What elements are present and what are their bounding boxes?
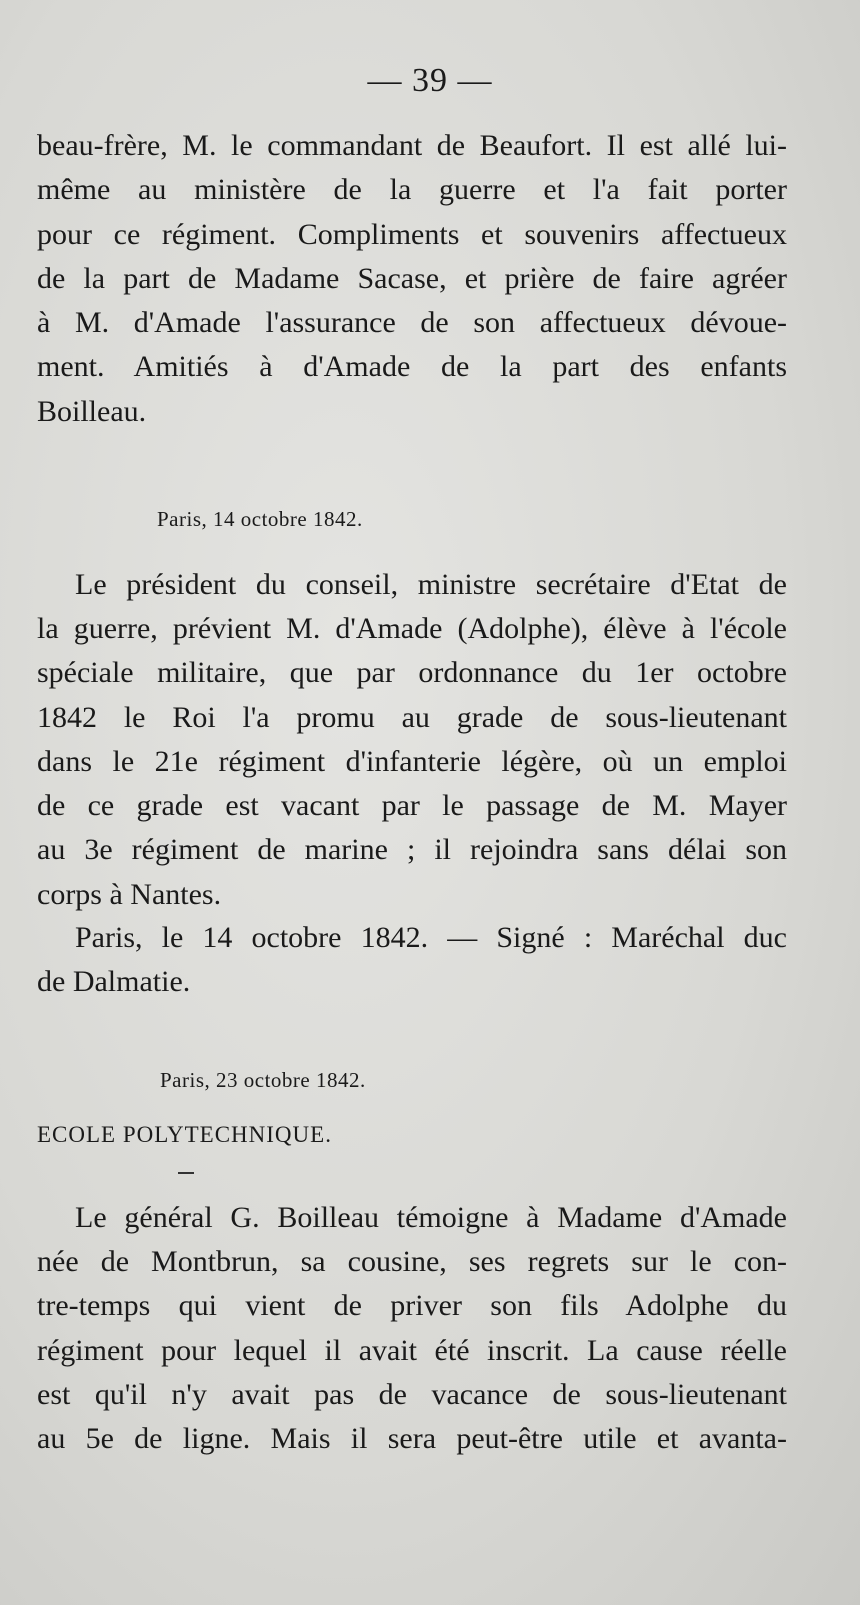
paragraph-promotion-notice [75, 563, 787, 607]
paragraph-general-letter [75, 1196, 787, 1240]
text-line: tre-temps qui vient de priver son fils Adolphe du [37, 1289, 787, 1323]
text-line: de Dalmatie. [37, 965, 191, 998]
text-line: même au ministère de la guerre et l'a fait porter [37, 173, 787, 207]
text-line: corps à Nantes. [37, 877, 222, 911]
text-line: la guerre, prévient M. d'Amade (Adolphe), élève à l'école [37, 612, 787, 645]
dateline: Paris, 23 octobre 1842. [160, 1068, 366, 1092]
text-line: à M. d'Amade l'assurance de son affectueux dévoue- [37, 306, 787, 340]
text-line: ment. Amitiés à d'Amade de la part des enfants [37, 350, 787, 384]
page-number: — 39 — [367, 62, 493, 99]
text-line: de la part de Madame Sacase, et prière de faire agréer [37, 261, 787, 295]
text-line: beau-frère, M. le commandant de Beaufort. Il est allé lui- [37, 129, 787, 162]
text-line: au 5e de ligne. Mais il sera peut-être utile et avanta- [37, 1422, 787, 1456]
paragraph-signature [75, 916, 787, 960]
paragraph-letter-continuation [37, 124, 787, 434]
text-line: Le général G. Boilleau témoigne à Madame d'Amade [75, 1201, 787, 1234]
text-line: spéciale militaire, que par ordonnance du 1er octobre [37, 656, 787, 690]
text-line: de ce grade est vacant par le passage de M. Mayer [37, 789, 787, 823]
text-line: Le président du conseil, ministre secrétaire d'Etat de [75, 568, 787, 601]
text-line: Boilleau. [37, 394, 147, 428]
text-line: régiment pour lequel il avait été inscrit. La cause réelle [37, 1333, 787, 1367]
separator-dash [178, 1172, 194, 1174]
section-title: ECOLE POLYTECHNIQUE. [37, 1122, 332, 1147]
text-line: pour ce régiment. Compliments et souvenirs affectueux [37, 217, 787, 251]
paragraph-general-letter-body [37, 1240, 787, 1461]
text-line: dans le 21e régiment d'infanterie légère, où un emploi [37, 744, 787, 778]
text-line: Paris, le 14 octobre 1842. — Signé : Maréchal duc [75, 921, 787, 954]
text-line: 1842 le Roi l'a promu au grade de sous-lieutenant [37, 700, 787, 734]
text-line: est qu'il n'y avait pas de vacance de sous-lieutenant [37, 1377, 787, 1411]
dateline: Paris, 14 octobre 1842. [157, 507, 363, 531]
text-line: au 3e régiment de marine ; il rejoindra sans délai son [37, 833, 787, 867]
text-line: née de Montbrun, sa cousine, ses regrets sur le con- [37, 1245, 787, 1278]
paragraph-signature-end [37, 960, 787, 1004]
paragraph-promotion-notice-body [37, 607, 787, 917]
